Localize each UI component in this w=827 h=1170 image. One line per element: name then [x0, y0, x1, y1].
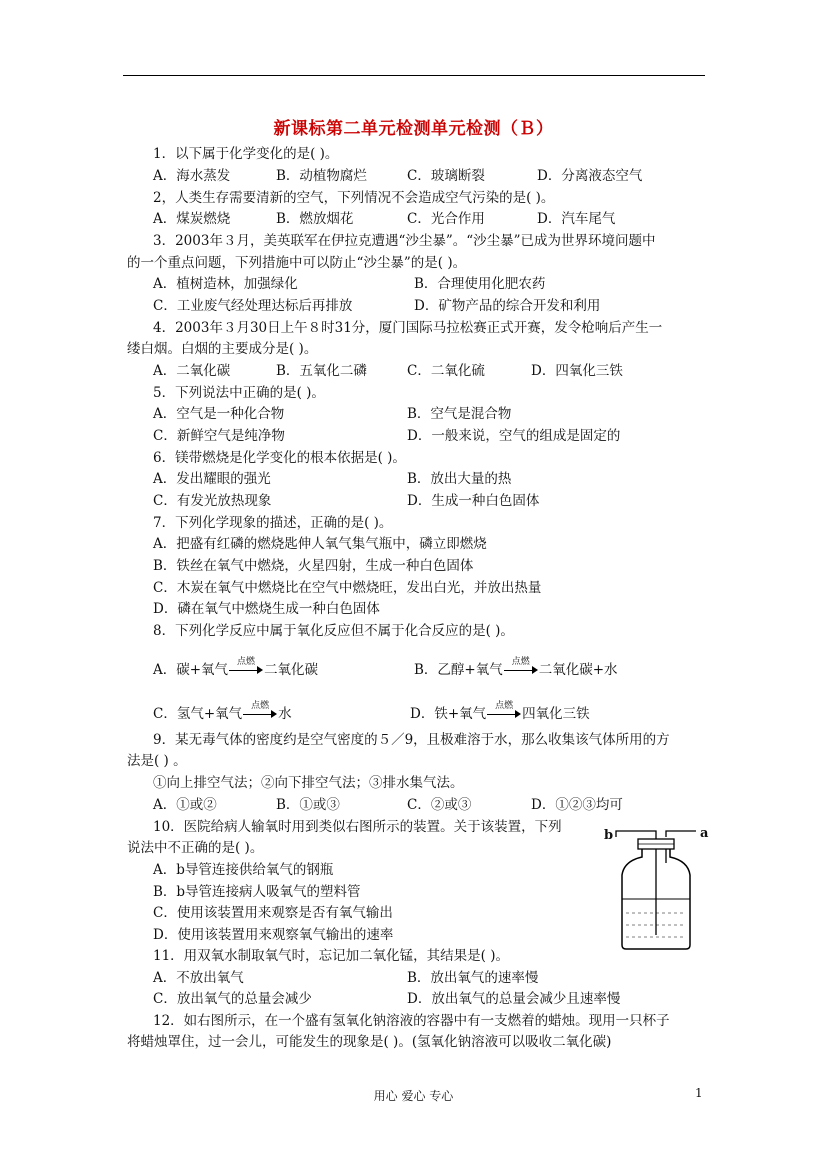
- question-8-stem: 8．下列化学反应中属于氧化反应但不属于化合反应的是( )。: [153, 623, 514, 639]
- question-12-stem-line1: 12．如右图所示，在一个盛有氢氧化钠溶液的容器中有一支燃着的蜡烛。现用一只杯子: [153, 1013, 670, 1029]
- question-1-stem: 1．以下属于化学变化的是( )。: [153, 146, 339, 162]
- q5-option-b: B．空气是混合物: [407, 406, 512, 422]
- question-11-stem: 11．用双氧水制取氧气时，忘记加二氧化锰，其结果是( )。: [153, 948, 510, 964]
- q9-option-d: D．①②③均可: [531, 797, 623, 813]
- question-2-stem: 2，人类生存需要清新的空气，下列情况不会造成空气污染的是( )。: [153, 190, 555, 206]
- q2-option-a: A．煤炭燃烧: [153, 211, 231, 227]
- question-6-stem: 6．镁带燃烧是化学变化的根本依据是( )。: [153, 450, 406, 466]
- question-9-stem-line1: 9．某无毒气体的密度约是空气密度的５／9，且极难溶于水，那么收集该气体所用的方: [153, 732, 670, 748]
- q8-option-a: [153, 657, 319, 679]
- header-rule: [123, 75, 705, 76]
- q7-option-c: C．木炭在氧气中燃烧比在空气中燃烧旺，发出白光，并放出热量: [153, 580, 542, 596]
- q8-a-products: 二氧化碳: [264, 662, 319, 678]
- q6-option-c: C．有发光放热现象: [153, 493, 272, 509]
- figure-label-a: a: [700, 826, 709, 841]
- reaction-condition: 点燃: [251, 701, 270, 711]
- question-12-stem-line2: 将蜡烛罩住，过一会儿，可能发生的现象是( )。(氢氧化钠溶液可以吸收二氧化碳): [127, 1034, 612, 1050]
- q10-option-b: B．b导管连接病人吸氧气的塑料管: [153, 884, 361, 900]
- q5-option-a: A．空气是一种化合物: [153, 406, 285, 422]
- q6-option-d: D．生成一种白色固体: [407, 493, 540, 509]
- q1-option-a: A．海水蒸发: [153, 168, 231, 184]
- page-footer: 用心 爱心 专心: [373, 1089, 454, 1103]
- arrow-icon: [487, 701, 521, 723]
- reaction-condition: 点燃: [237, 657, 256, 667]
- question-9-methods: ①向上排空气法；②向下排空气法；③排水集气法。: [153, 775, 464, 791]
- q3-option-b: B．合理使用化肥农药: [414, 276, 546, 292]
- q2-option-b: B．燃放烟花: [276, 211, 354, 227]
- q8-b-products: 二氧化碳+水: [538, 662, 618, 678]
- q6-option-a: A．发出耀眼的强光: [153, 471, 271, 487]
- q1-option-d: D．分离液态空气: [537, 168, 643, 184]
- q1-option-c: C．玻璃断裂: [407, 168, 485, 184]
- question-9-stem-line2: 法是( ) 。: [127, 753, 187, 769]
- q7-option-d: D．磷在氧气中燃烧生成一种白色固体: [153, 601, 380, 617]
- arrow-icon: [504, 657, 538, 679]
- arrow-icon: [229, 657, 263, 679]
- q8-option-b: [414, 657, 618, 679]
- q1-option-b: B．动植物腐烂: [276, 168, 367, 184]
- q9-option-a: A．①或②: [153, 797, 217, 813]
- q11-option-c: C．放出氧气的总量会减少: [153, 991, 312, 1007]
- q5-option-d: D．一般来说，空气的组成是固定的: [407, 428, 621, 444]
- q8-c-products: 水: [278, 706, 292, 722]
- page-number: 1: [695, 1086, 703, 1100]
- question-4-stem-line2: 缕白烟。白烟的主要成分是( )。: [127, 341, 318, 357]
- q10-option-c: C．使用该装置用来观察是否有氧气输出: [153, 905, 393, 921]
- q5-option-c: C．新鲜空气是纯净物: [153, 428, 285, 444]
- q4-option-d: D．四氧化三铁: [531, 363, 623, 379]
- q9-option-b: B．①或③: [276, 797, 340, 813]
- q3-option-d: D．矿物产品的综合开发和利用: [414, 298, 601, 314]
- reaction-condition: 点燃: [495, 701, 514, 711]
- q4-option-b: B．五氧化二磷: [276, 363, 367, 379]
- q10-option-d: D．使用该装置用来观察氧气输出的速率: [153, 927, 394, 943]
- q7-option-a: A．把盛有红磷的燃烧匙伸人氧气集气瓶中，磷立即燃烧: [153, 536, 487, 552]
- q4-option-a: A．二氧化碳: [153, 363, 231, 379]
- wash-bottle-icon: [598, 823, 718, 953]
- question-10-stem-line1: 10．医院给病人输氧时用到类似右图所示的装置。关于该装置，下列: [153, 819, 562, 835]
- q2-option-c: C．光合作用: [407, 211, 485, 227]
- question-3-stem-line2: 的一个重点问题，下列措施中可以防止“沙尘暴”的是( )。: [127, 255, 467, 271]
- q8-option-c: [153, 701, 292, 723]
- q4-option-c: C．二氧化硫: [407, 363, 485, 379]
- question-4-stem-line1: 4．2003年３月30日上午８时31分，厦门国际马拉松赛正式开赛，发令枪响后产生一: [153, 320, 663, 336]
- q8-c-reactants: C．氢气+氧气: [153, 706, 243, 722]
- q11-option-a: A．不放出氧气: [153, 970, 244, 986]
- q3-option-c: C．工业废气经处理达标后再排放: [153, 298, 353, 314]
- q8-a-reactants: A．碳+氧气: [153, 662, 229, 678]
- q8-b-reactants: B．乙醇+氧气: [414, 662, 503, 678]
- question-5-stem: 5．下列说法中正确的是( )。: [153, 385, 325, 401]
- question-10-stem-line2: 说法中不正确的是( )。: [127, 840, 264, 856]
- question-3-stem-line1: 3．2003年３月，美英联军在伊拉克遭遇“沙尘暴”。“沙尘暴”已成为世界环境问题中: [153, 233, 656, 249]
- q3-option-a: A．植树造林，加强绿化: [153, 276, 298, 292]
- wash-bottle-figure: [598, 823, 718, 953]
- q6-option-b: B．放出大量的热: [407, 471, 512, 487]
- question-7-stem: 7．下列化学现象的描述，正确的是( )。: [153, 515, 393, 531]
- q11-option-d: D．放出氧气的总量会减少且速率慢: [407, 991, 621, 1007]
- q11-option-b: B．放出氧气的速率慢: [407, 970, 539, 986]
- reaction-condition: 点燃: [511, 657, 530, 667]
- arrow-icon: [243, 701, 277, 723]
- q8-d-reactants: D．铁+氧气: [410, 706, 487, 722]
- q9-option-c: C．②或③: [407, 797, 472, 813]
- q8-option-d: [410, 701, 590, 723]
- figure-label-b: b: [604, 828, 614, 843]
- page-title: 新课标第二单元检测单元检测（Ｂ）: [273, 119, 554, 139]
- q2-option-d: D．汽车尾气: [537, 211, 616, 227]
- q10-option-a: A．b导管连接供给氧气的钢瓶: [153, 862, 334, 878]
- q7-option-b: B．铁丝在氧气中燃烧，火星四射，生成一种白色固体: [153, 558, 474, 574]
- q8-d-products: 四氧化三铁: [522, 706, 590, 722]
